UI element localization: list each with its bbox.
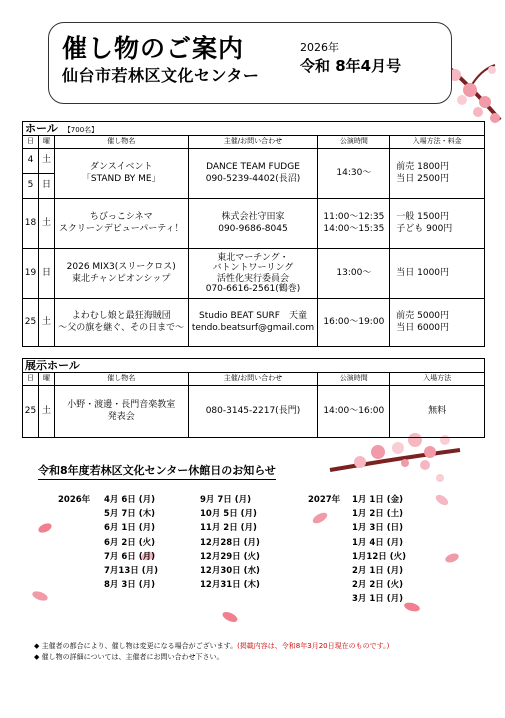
col-header: 日 <box>23 373 39 386</box>
hall-heading <box>22 121 485 135</box>
table-row <box>23 249 485 299</box>
year-label-2027: 2027年 <box>308 495 341 505</box>
dow-cell: 土 <box>38 386 54 438</box>
col-header: 主催/お問い合わせ <box>188 136 318 149</box>
hall-header-row <box>23 136 485 149</box>
col-header: 催し物名 <box>54 373 188 386</box>
event-name-cell: ダンスイベント 「STAND BY ME」 <box>54 149 188 199</box>
year-label-2026: 2026年 <box>58 495 91 505</box>
day-cell: 18 <box>23 199 39 249</box>
page-title: 催し物のご案内 <box>62 34 245 63</box>
col-header: 催し物名 <box>54 136 188 149</box>
hall-heading-label: ホール <box>25 122 58 135</box>
time-cell: 16:00～19:00 <box>318 299 390 347</box>
col-header: 主催/お問い合わせ <box>188 373 318 386</box>
dow-cell: 日 <box>38 174 54 199</box>
issue-year: 2026年 <box>300 41 339 54</box>
price-cell: 当日 1000円 <box>390 249 485 299</box>
closed-days-title: 令和8年度若林区文化センター休館日のお知らせ <box>38 462 276 480</box>
contact-cell: Studio BEAT SURF 天童 tendo.beatsurf@gmail.com <box>188 299 318 347</box>
table-row <box>23 299 485 347</box>
closed-days-col-2: 9月 7日 (月) 10月 5日 (月) 11月 2日 (月) 12月28日 (月) 12月29日 (火) 12月30日 (水) 12月31日 (木) <box>200 495 260 591</box>
dow-cell: 日 <box>38 249 54 299</box>
exhibition-heading-label: 展示ホール <box>25 359 80 372</box>
col-header: 入場方法 <box>390 373 485 386</box>
price-cell: 無料 <box>390 386 485 438</box>
exhibition-heading <box>22 358 485 372</box>
col-header: 曜 <box>38 373 54 386</box>
contact-cell: 東北マーチング・ バトントワーリング 活性化実行委員会 070-6616-2561(鶴巻) <box>188 249 318 299</box>
contact-cell: DANCE TEAM FUDGE 090-5239-4402(長沼) <box>188 149 318 199</box>
blossom-branch-middle-icon <box>330 433 460 482</box>
price-cell: 一般 1500円 子ども 900円 <box>390 199 485 249</box>
col-header: 入場方法・料金 <box>390 136 485 149</box>
time-cell: 14:30～ <box>318 149 390 199</box>
col-header: 公演時間 <box>318 136 390 149</box>
event-name-cell: ちびっこシネマ スクリーンデビューパーティ！ <box>54 199 188 249</box>
contact-cell: 080-3145-2217(長門) <box>188 386 318 438</box>
hall-table <box>22 135 485 347</box>
price-cell: 前売 1800円 当日 2500円 <box>390 149 485 199</box>
col-header: 日 <box>23 136 39 149</box>
hall-capacity: 【700名】 <box>63 126 99 134</box>
dow-cell: 土 <box>38 149 54 174</box>
time-cell: 14:00～16:00 <box>318 386 390 438</box>
day-cell: 4 <box>23 149 39 174</box>
day-cell: 19 <box>23 249 39 299</box>
time-cell: 13:00～ <box>318 249 390 299</box>
closed-days-col-1: 4月 6日 (月) 5月 7日 (木) 6月 1日 (月) 6月 2日 (火) 7月 6日 (月) 7月13日 (月) 8月 3日 (月) <box>104 495 158 591</box>
exhibition-table <box>22 372 485 438</box>
closed-days-col-3: 1月 1日 (金) 1月 2日 (土) 1月 3日 (日) 1月 4日 (月) 1月12日 (火) 2月 1日 (月) 2月 2日 (火) 3月 1日 (月) <box>352 495 406 605</box>
note-line-1: ◆ 主催者の都合により、催し物は変更になる場合がございます。(掲載内容は、令和8年3月20日現在のものです。) <box>34 642 390 650</box>
dow-cell: 土 <box>38 199 54 249</box>
facility-name: 仙台市若林区文化センター <box>62 66 260 85</box>
issue-month: 令和 8年4月号 <box>300 57 402 75</box>
exhibition-header-row <box>23 373 485 386</box>
footer-notes <box>34 641 389 663</box>
table-row <box>23 386 485 438</box>
day-cell: 25 <box>23 299 39 347</box>
day-cell: 25 <box>23 386 39 438</box>
price-cell: 前売 5000円 当日 6000円 <box>390 299 485 347</box>
table-row <box>23 149 485 174</box>
col-header: 公演時間 <box>318 373 390 386</box>
time-cell: 11:00～12:35 14:00～15:35 <box>318 199 390 249</box>
col-header: 曜 <box>38 136 54 149</box>
event-name-cell: 小野・渡邊・長門音楽教室 発表会 <box>54 386 188 438</box>
day-cell: 5 <box>23 174 39 199</box>
event-name-cell: よわむし娘と最狂海賊団 ～父の旗を継ぐ、その日まで～ <box>54 299 188 347</box>
contact-cell: 株式会社守田家 090-9686-8045 <box>188 199 318 249</box>
table-row <box>23 199 485 249</box>
event-name-cell: 2026 MIX3(スリークロス) 東北チャンピオンシップ <box>54 249 188 299</box>
note-line-2: ◆ 催し物の詳細については、主催者にお問い合わせ下さい。 <box>34 653 224 661</box>
dow-cell: 土 <box>38 299 54 347</box>
